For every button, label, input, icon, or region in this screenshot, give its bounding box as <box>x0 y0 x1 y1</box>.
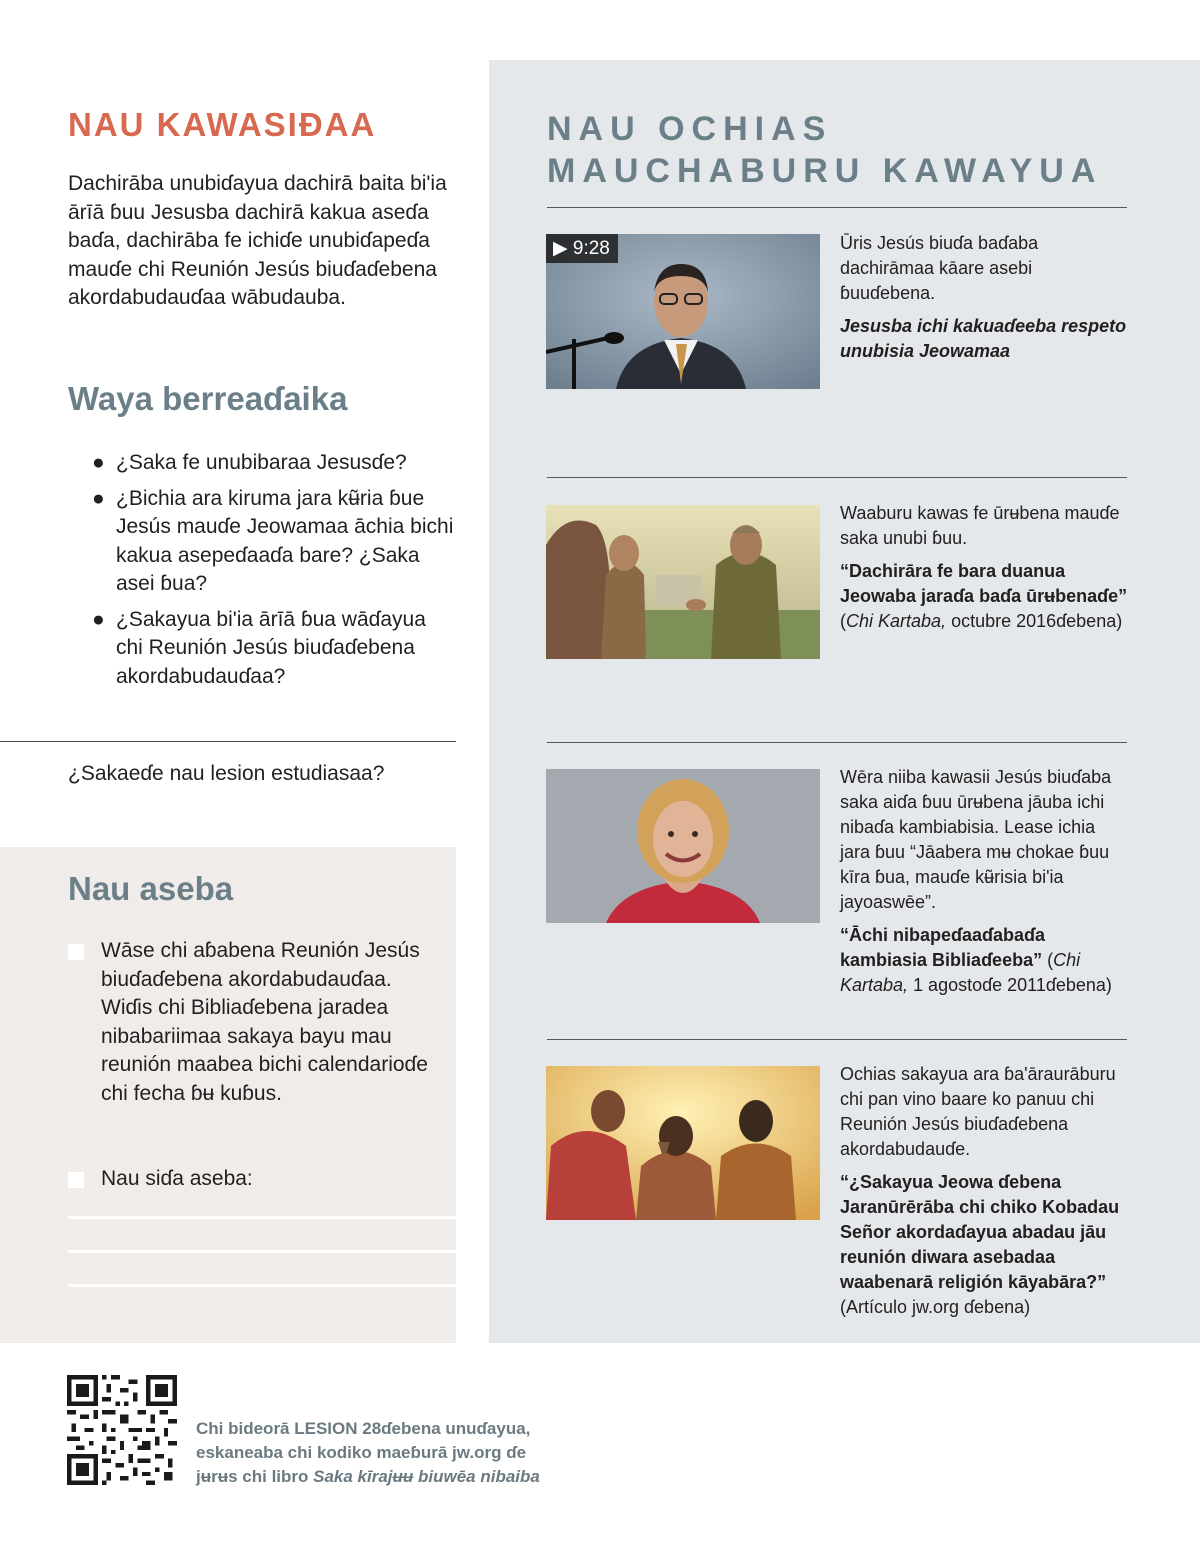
checkbox[interactable] <box>68 1172 84 1188</box>
study-item-link[interactable]: “Dachirāra fe bara duanua Jeowaba jaraɗa baɗa ūrʉbenaɗe” (Chi Kartaba, octubre 2016ɗebena) <box>840 561 1128 631</box>
study-item-link[interactable]: Jesusba ichi kakuaɗeeba respeto unubisia Jeowamaa <box>840 316 1127 361</box>
illustration-image <box>546 505 820 659</box>
task-item <box>68 1165 438 1194</box>
study-item-source: (Artículo jw.org ɗebena) <box>840 1297 1031 1317</box>
divider <box>547 207 1127 208</box>
review-question: ● ¿Saka fe unubibaraa Jesusɗe? <box>92 449 454 478</box>
qr-code[interactable] <box>67 1375 177 1485</box>
review-heading: Waya berreaɗaika <box>68 380 348 417</box>
men-talking-illustration <box>546 505 820 659</box>
task-heading: Nau aseba <box>68 870 234 907</box>
task-item-text: Nau siɗa aseba: <box>101 1167 253 1190</box>
study-item <box>840 231 1130 364</box>
review-questions <box>92 449 454 698</box>
study-item-link[interactable]: “Āchi nibapeɗaaɗabaɗa kambiasia Bibliaɗeeba” (Chi Kartaba, 1 agostoɗe 2011ɗebena) <box>840 925 1112 995</box>
studied-question: ¿Sakaeɗe nau lesion estudiasaa? <box>68 762 385 785</box>
divider <box>547 742 1127 743</box>
footer-caption: Chi bideorā LESION 28ɗebena unuɗayua, eskaneaba chi kodiko maeɓurā jw.org ɗe jʉrʉs chi libro Saka kīrajʉʉ biuwēa nibaiba <box>196 1419 540 1486</box>
writing-line[interactable] <box>68 1250 456 1253</box>
review-question: ● ¿Sakayua bi'ia ārīā ɓua wāɗayua chi Reunión Jesús biuɗaɗebena akordabudauɗaa? <box>92 607 426 688</box>
study-item-description: Wēra niiba kawasii Jesús biuɗaba saka aiɗa ɓuu ūrʉbena jāuba ichi nibaɗa kambiabisia. Lease ichia jara ɓuu “Jāabera mʉ chokae ɓuu kīra ɓua, mauɗe kʉ̃risia bi'ia jayoaswēe”. <box>840 767 1112 912</box>
task-item <box>68 937 438 1108</box>
study-item-link[interactable]: “¿Sakayua Jeowa ɗebena Jaranūrērāba chi chiko Kobadau Señor akordaɗayua abadau jāu reunión diwara asebadaa waabenarā religión kāyabāra?” <box>840 1172 1120 1292</box>
summary-text: Dachirāba unubiɗayua dachirā baita bi'ia ārīā ɓuu Jesusba dachirā kakua aseɗa baɗa, dachirāba fe ichiɗe unubiɗapeɗa mauɗe chi Reunión Jesús biuɗaɗebena akordabudauɗaa wābudauba. <box>68 172 447 309</box>
study-item <box>840 765 1130 998</box>
study-item <box>840 501 1130 634</box>
bullet-icon: ● <box>92 451 105 474</box>
writing-line[interactable] <box>68 1284 456 1287</box>
illustration-image <box>546 1066 820 1220</box>
bullet-icon: ● <box>92 486 105 510</box>
study-item <box>840 1062 1130 1320</box>
video-thumbnail[interactable] <box>546 234 820 389</box>
writing-line[interactable] <box>68 1216 456 1219</box>
divider <box>547 477 1127 478</box>
woman-portrait-image <box>546 769 820 923</box>
study-item-description: Ochias sakayua ara ɓa'āraurāburu chi pan vino baare ko panuu chi Reunión Jesús biuɗaɗebena akordabudauɗe. <box>840 1064 1116 1159</box>
study-item-description: Waaburu kawas fe ūrʉbena mauɗe saka unubi ɓuu. <box>840 503 1120 548</box>
study-item-description: Ūris Jesús biuɗa baɗaba dachirāmaa kāare asebi ɓuuɗebena. <box>840 233 1039 303</box>
summary-heading: NAU KAWASIƉAA <box>68 106 377 143</box>
review-question: ● ¿Bichia ara kiruma jara kʉ̃ria ɓue Jesús mauɗe Jeowamaa āchia bichi kakua asepeɗaaɗa bare? ¿Saka asei ɓua? <box>92 486 454 595</box>
checkbox[interactable] <box>68 944 84 960</box>
video-thumbnail[interactable] <box>546 769 820 923</box>
divider <box>547 1039 1127 1040</box>
divider <box>0 741 456 742</box>
last-supper-illustration <box>546 1066 820 1220</box>
further-study-heading: NAU OCHIAS MAUCHABURU KAWAYUA <box>547 110 1103 190</box>
bullet-icon: ● <box>92 607 105 631</box>
video-duration-badge: ▶ 9:28 <box>546 234 618 263</box>
task-item-text: Wāse chi aɓabena Reunión Jesús biuɗaɗebena akordabudauɗaa. Wiɗis chi Bibliaɗebena jaradea nibabariimaa sakaya bayu mau reunión maabea bichi calendarioɗe chi fecha ɓʉ kuɓus. <box>101 939 428 1105</box>
